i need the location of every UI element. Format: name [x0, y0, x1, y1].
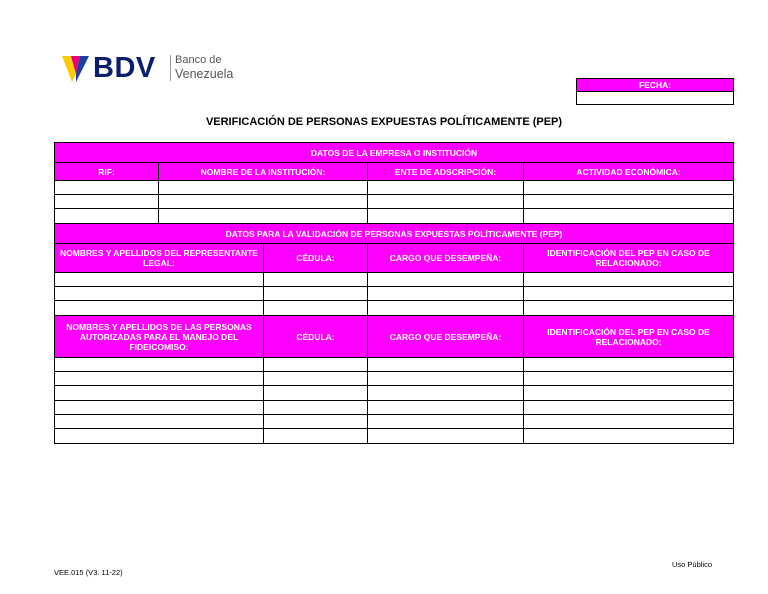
input-cell[interactable] [159, 209, 368, 224]
input-cell[interactable] [159, 195, 368, 209]
input-cell[interactable] [55, 372, 264, 386]
input-cell[interactable] [264, 372, 368, 386]
section1-header: DATOS DE LA EMPRESA O INSTITUCIÓN [55, 143, 734, 163]
input-cell[interactable] [524, 287, 734, 301]
input-cell[interactable] [524, 209, 734, 224]
input-cell[interactable] [55, 209, 159, 224]
date-label: FECHA: [577, 79, 733, 92]
input-cell[interactable] [368, 401, 524, 415]
input-cell[interactable] [55, 181, 159, 195]
input-cell[interactable] [524, 358, 734, 372]
input-cell[interactable] [368, 429, 524, 444]
col-cargo-autorizados: CARGO QUE DESEMPEÑA: [368, 316, 524, 358]
bdv-logo-icon [60, 52, 90, 84]
input-cell[interactable] [368, 372, 524, 386]
section2-header: DATOS PARA LA VALIDACIÓN DE PERSONAS EXPUESTAS POLÍTICAMENTE (PEP) [55, 224, 734, 244]
input-cell[interactable] [524, 301, 734, 316]
col-representante-legal: NOMBRES Y APELLIDOS DEL REPRESENTANTE LEGAL: [55, 244, 264, 273]
input-cell[interactable] [55, 429, 264, 444]
input-cell[interactable] [264, 415, 368, 429]
input-cell[interactable] [524, 415, 734, 429]
table-row [55, 429, 734, 444]
table-row [55, 209, 734, 224]
input-cell[interactable] [264, 401, 368, 415]
input-cell[interactable] [524, 401, 734, 415]
table-row [55, 415, 734, 429]
col-identificacion-pep: IDENTIFICACIÓN DEL PEP EN CASO DE RELACIONADO: [524, 244, 734, 273]
input-cell[interactable] [524, 181, 734, 195]
logo-divider [170, 55, 171, 81]
table-row [55, 181, 734, 195]
input-cell[interactable] [55, 273, 264, 287]
table-row [55, 372, 734, 386]
input-cell[interactable] [264, 386, 368, 401]
logo-subtitle-line1: Banco de [175, 54, 222, 66]
input-cell[interactable] [368, 386, 524, 401]
input-cell[interactable] [264, 429, 368, 444]
input-cell[interactable] [524, 386, 734, 401]
logo-brand-text: BDV [93, 52, 156, 84]
input-cell[interactable] [55, 358, 264, 372]
input-cell[interactable] [524, 273, 734, 287]
col-rif: RIF: [55, 163, 159, 181]
col-ente-adscripcion: ENTE DE ADSCRIPCIÓN: [368, 163, 524, 181]
col-institution-name: NOMBRE DE LA INSTITUCIÓN: [159, 163, 368, 181]
input-cell[interactable] [524, 195, 734, 209]
form-code: VEE.015 (V3. 11-22) [54, 568, 123, 577]
input-cell[interactable] [264, 301, 368, 316]
input-cell[interactable] [264, 287, 368, 301]
input-cell[interactable] [368, 287, 524, 301]
pep-form-table [54, 142, 734, 444]
input-cell[interactable] [55, 301, 264, 316]
bank-logo [60, 52, 234, 84]
input-cell[interactable] [368, 358, 524, 372]
col-identificacion-pep-autorizados: IDENTIFICACIÓN DEL PEP EN CASO DE RELACIONADO: [524, 316, 734, 358]
input-cell[interactable] [55, 386, 264, 401]
input-cell[interactable] [264, 358, 368, 372]
date-box [576, 78, 734, 105]
classification-label: Uso Público [672, 560, 713, 569]
input-cell[interactable] [368, 301, 524, 316]
table-row [55, 287, 734, 301]
table-row [55, 273, 734, 287]
input-cell[interactable] [368, 181, 524, 195]
logo-subtitle-line2: Venezuela [175, 67, 234, 81]
table-row [55, 195, 734, 209]
input-cell[interactable] [264, 273, 368, 287]
input-cell[interactable] [55, 195, 159, 209]
col-personas-autorizadas: NOMBRES Y APELLIDOS DE LAS PERSONAS AUTORIZADAS PARA EL MANEJO DEL FIDEICOMISO: [55, 316, 264, 358]
col-actividad-economica: ACTIVIDAD ECONÓMICA: [524, 163, 734, 181]
table-row [55, 401, 734, 415]
input-cell[interactable] [524, 372, 734, 386]
col-cedula-autorizados: CÉDULA: [264, 316, 368, 358]
input-cell[interactable] [368, 209, 524, 224]
input-cell[interactable] [55, 287, 264, 301]
date-field[interactable] [577, 92, 733, 104]
col-cargo: CARGO QUE DESEMPEÑA: [368, 244, 524, 273]
input-cell[interactable] [524, 429, 734, 444]
input-cell[interactable] [55, 415, 264, 429]
table-row [55, 301, 734, 316]
table-row [55, 386, 734, 401]
input-cell[interactable] [55, 401, 264, 415]
table-row [55, 358, 734, 372]
page-title: VERIFICACIÓN DE PERSONAS EXPUESTAS POLÍTICAMENTE (PEP) [205, 116, 563, 128]
input-cell[interactable] [368, 195, 524, 209]
input-cell[interactable] [368, 273, 524, 287]
input-cell[interactable] [368, 415, 524, 429]
input-cell[interactable] [159, 181, 368, 195]
col-cedula: CÉDULA: [264, 244, 368, 273]
